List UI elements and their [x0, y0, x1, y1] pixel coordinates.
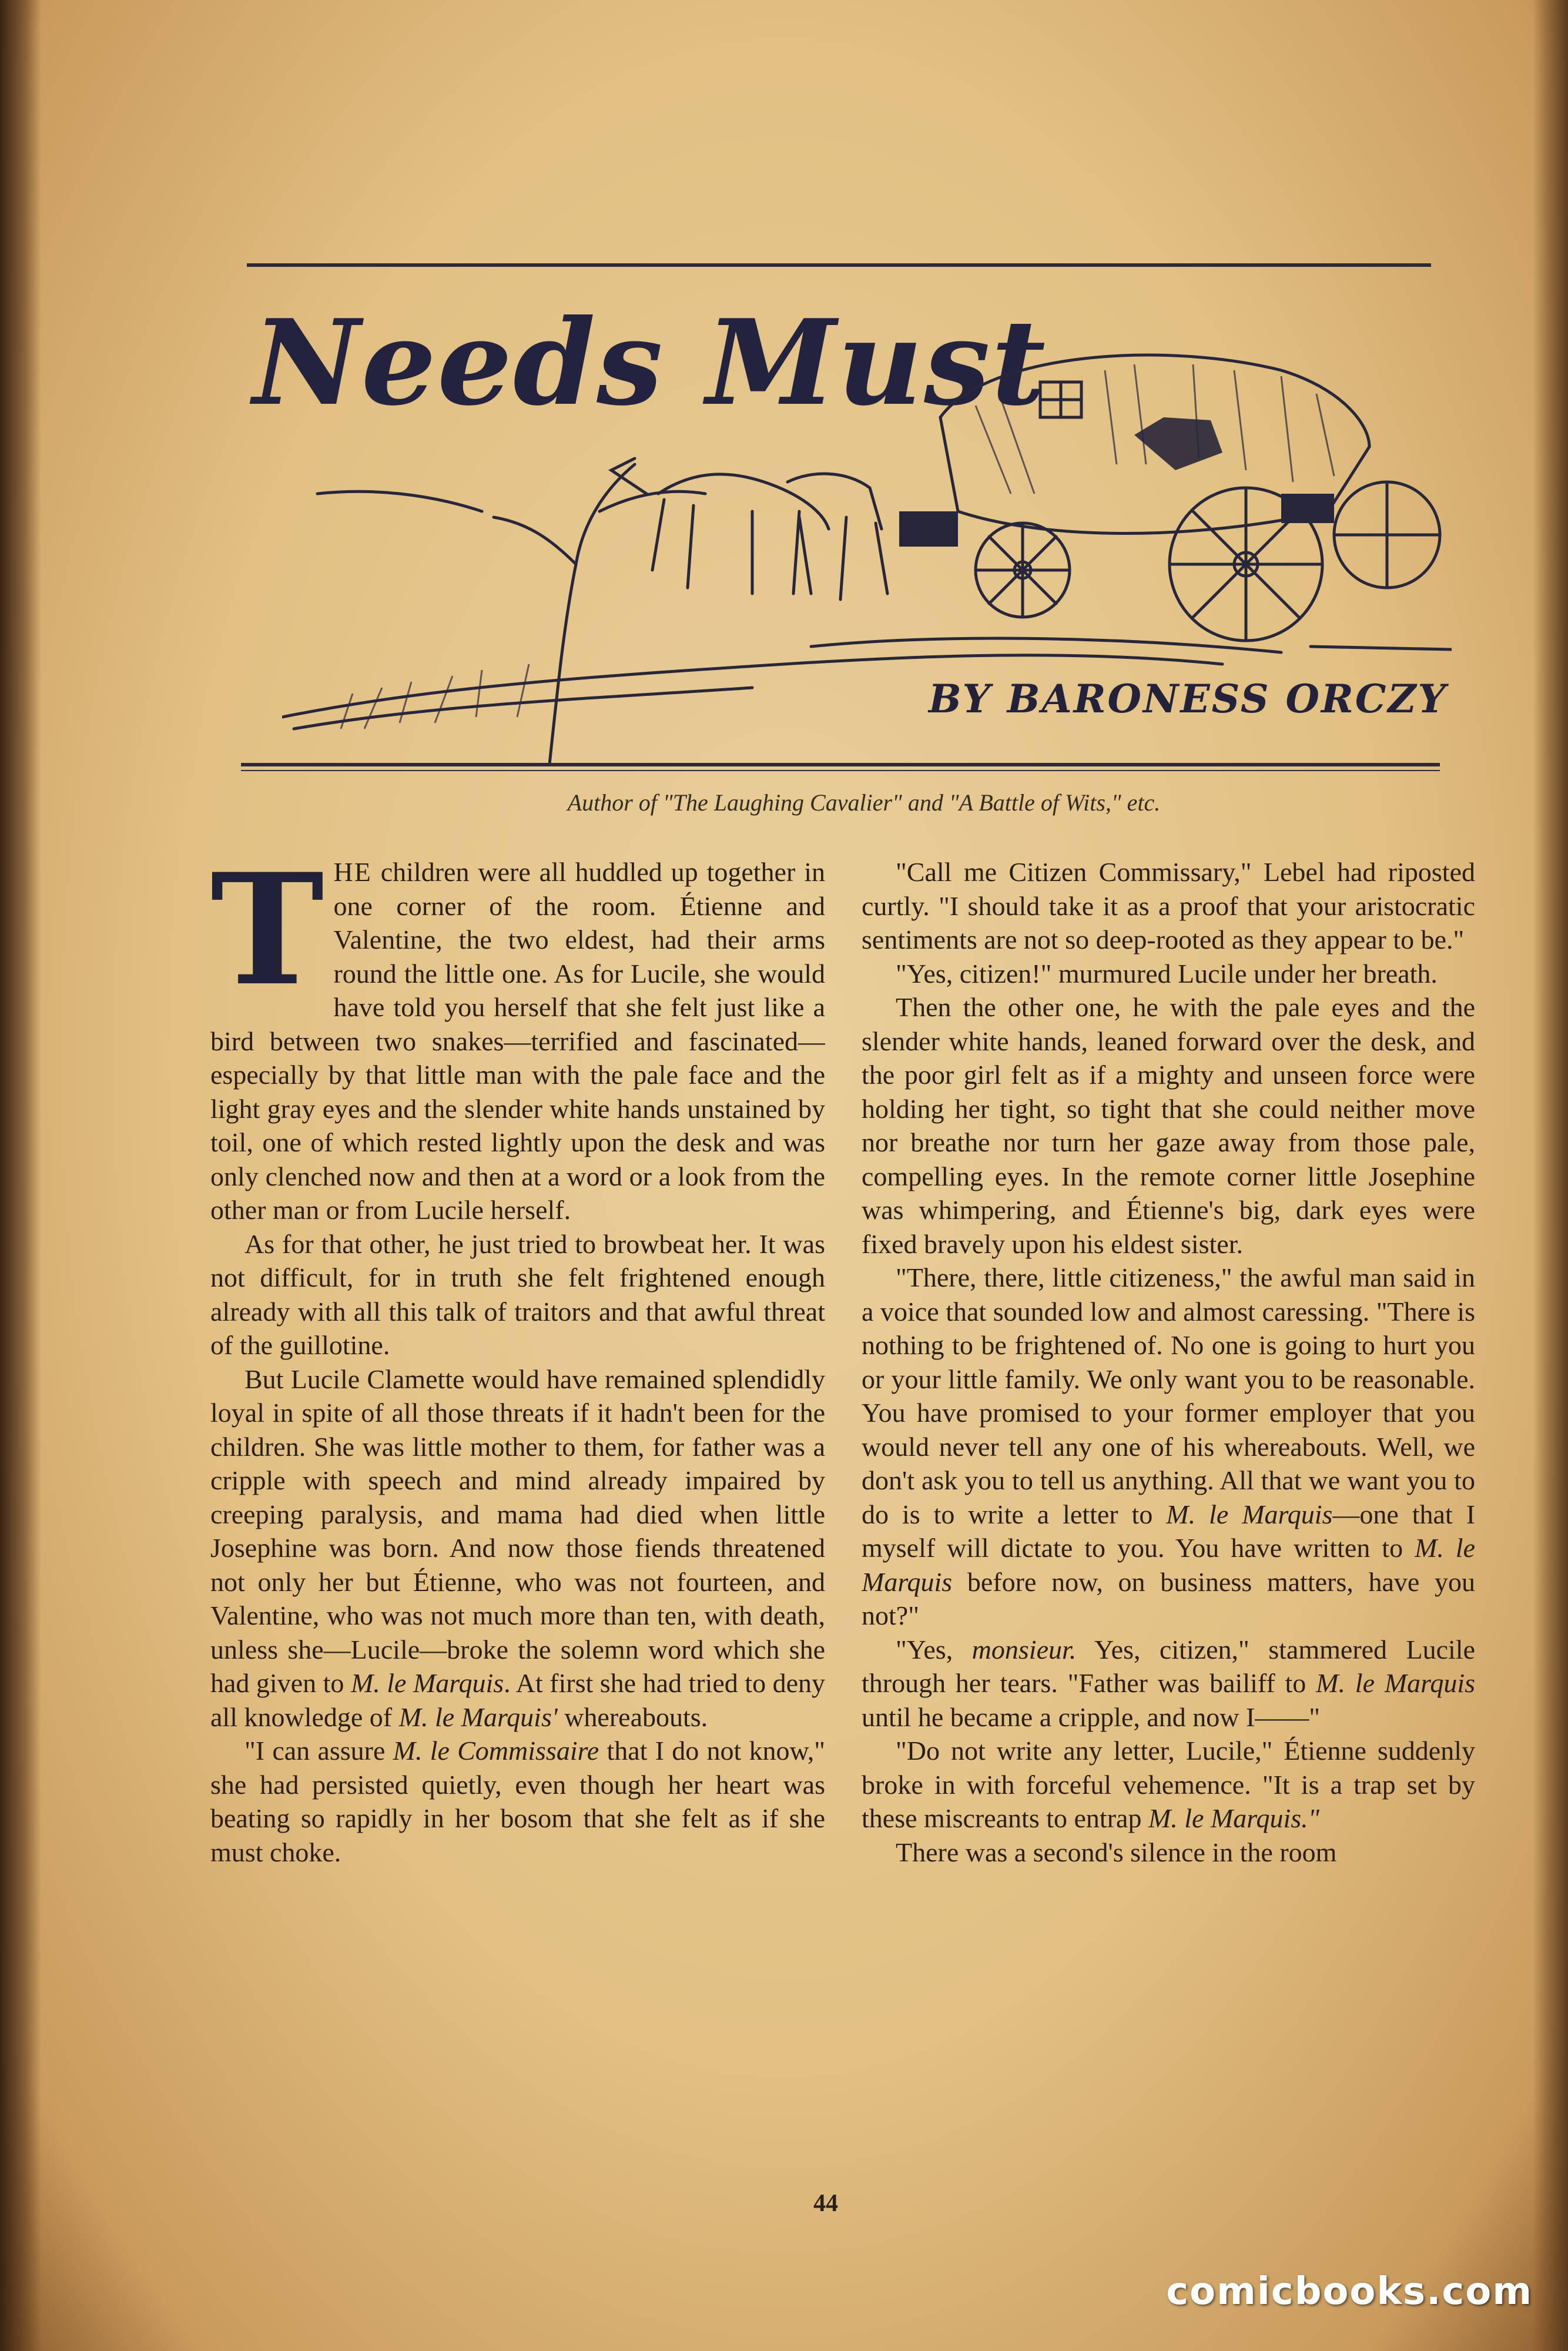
header-rule-bottom: [241, 763, 1440, 766]
story-byline: BY BARONESS ORCZY: [929, 676, 1448, 722]
story-paragraph: "I can assure M. le Commissaire that I do not know," she had persisted quietly, even though her heart was beating so rapidly in her bosom that she felt as if she must choke.: [210, 1736, 825, 1867]
drop-cap: T: [210, 855, 324, 1020]
story-paragraph: But Lucile Clamette would have remained splendidly loyal in spite of all those threats if it hadn't been for the children. She was little mother to them, for father was a cripple with speech and mind already impaired by creeping paralysis, and mama had died when little Josephine was born. And now those fiends threatened not only her but Étienne, who was not fourteen, and Valentine, who was not much more than ten, with death, unless she—Lucile—broke the solemn word which she had given to M. le Marquis. At first she had tried to deny all knowledge of M. le Marquis' whereabouts.: [210, 1364, 825, 1732]
page-edge-shadow-right: [1533, 0, 1568, 2351]
story-paragraph: "Call me Citizen Commissary," Lebel had riposted curtly. "I should take it as a proof that your aristocratic sentiments are not so deep-rooted as they appear to be.": [862, 857, 1475, 955]
site-watermark: comicbooks.com: [1166, 2270, 1533, 2313]
story-paragraph: "There, there, little citizeness," the awful man said in a voice that sounded low and almost caressing. "There is nothing to be frightened of. No one is going to hurt you or your little family. We only want you to be reasonable. You have promised to your former employer that you would never tell any one of his whereabouts. Well, we don't ask you to tell us anything. All that we want you to do is to write a letter to M. le Marquis—one that I myself will dictate to you. You have written to M. le Marquis before now, on business matters, have you not?": [862, 1262, 1475, 1630]
story-paragraph: As for that other, he just tried to browbeat her. It was not difficult, for in truth she felt frightened enough already with all this talk of traitors and that awful threat of the guillotine.: [210, 1228, 825, 1360]
text-column-left: [210, 855, 825, 2189]
author-note: Author of "The Laughing Cavalier" and "A Battle of Wits," etc.: [567, 789, 1161, 816]
story-paragraph: THE children were all huddled up together in one corner of the room. Étienne and Valentine, the two eldest, had their arms round the little one. As for Lucile, she would have told you herself that she felt just like a bird between two snakes—terrified and fascinated—especially by that little man with the pale face and the light gray eyes and the slender white hands unstained by toil, one of which rested lightly upon the desk and was only clenched now and then at a word or a look from the other man or from Lucile herself.: [210, 855, 825, 1225]
header-rule-bottom-thin: [241, 770, 1440, 771]
text-column-right: [862, 855, 1475, 2189]
story-paragraph: "Yes, monsieur. Yes, citizen," stammered Lucile through her tears. "Father was bailiff to M. le Marquis until he became a cripple, and now I——": [862, 1634, 1475, 1732]
page-number: 44: [813, 2190, 838, 2217]
header-rule-top: [247, 263, 1431, 267]
story-paragraph: There was a second's silence in the room: [896, 1837, 1337, 1867]
story-paragraph: "Do not write any letter, Lucile," Étienne suddenly broke in with forceful vehemence. "It is a trap set by these miscreants to entrap M. le Marquis.": [862, 1736, 1475, 1833]
story-paragraph: Then the other one, he with the pale eyes and the slender white hands, leaned forward over the desk, and the poor girl felt as if a mighty and unseen force were holding her tight, so tight that she could neither move nor breathe nor turn her gaze away from those pale, compelling eyes. In the remote corner little Josephine was whimpering, and Étienne's big, dark eyes were fixed bravely upon his eldest sister.: [862, 992, 1475, 1259]
page-edge-shadow-left: [0, 0, 41, 2351]
story-paragraph: "Yes, citizen!" murmured Lucile under her breath.: [896, 958, 1438, 989]
story-title: Needs Must: [253, 294, 1047, 432]
